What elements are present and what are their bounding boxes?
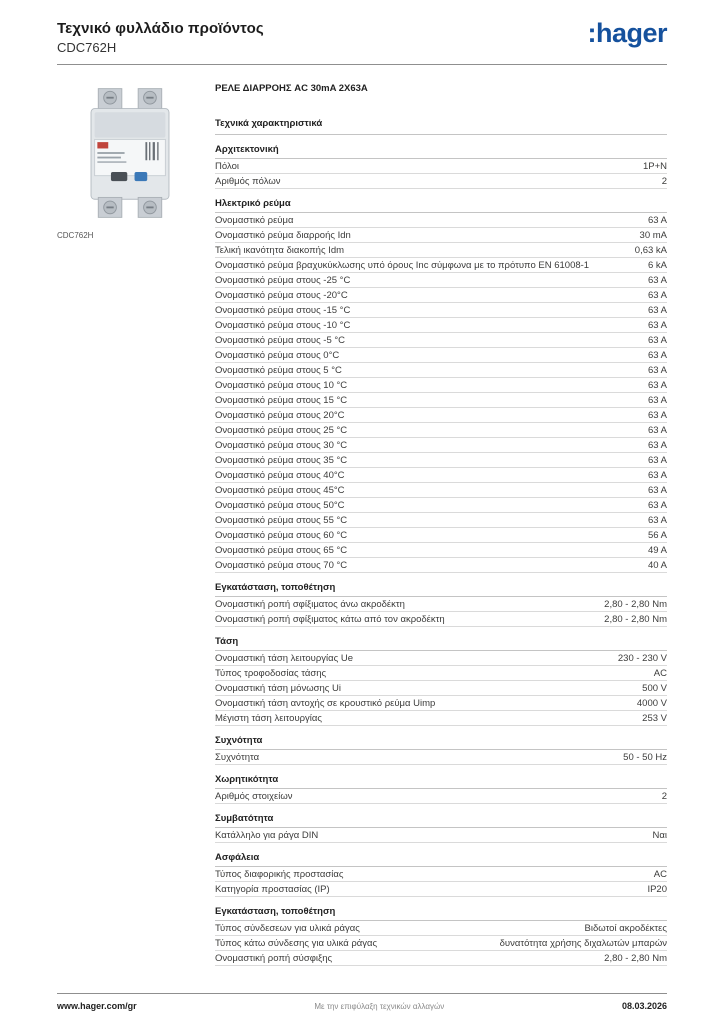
spec-label: Τελική ικανότητα διακοπής Idm bbox=[215, 245, 345, 256]
spec-row bbox=[215, 498, 667, 513]
page-header bbox=[57, 20, 667, 65]
spec-value: 63 A bbox=[647, 515, 667, 526]
spec-column bbox=[215, 83, 667, 966]
spec-label: Τύπος κάτω σύνδεσης για υλικά ράγας bbox=[215, 938, 378, 949]
spec-value: 63 A bbox=[647, 350, 667, 361]
spec-label: Ονομαστικό ρεύμα βραχυκύκλωσης υπό όρους Inc σύμφωνα με το πρότυπο EN 61008-1 bbox=[215, 260, 590, 271]
product-reference: CDC762H bbox=[57, 40, 117, 55]
product-image bbox=[57, 83, 202, 223]
spec-label: Κατάλληλο για ράγα DIN bbox=[215, 830, 319, 841]
section-title: Εγκατάσταση, τοποθέτηση bbox=[215, 582, 667, 597]
website-link[interactable]: www.hager.com/gr bbox=[57, 1001, 137, 1011]
spec-row bbox=[215, 513, 667, 528]
spec-label: Ονομαστικό ρεύμα στους 70 °C bbox=[215, 560, 348, 571]
spec-label: Ονομαστικό ρεύμα στους -25 °C bbox=[215, 275, 351, 286]
section-title: Χωρητικότητα bbox=[215, 774, 667, 789]
spec-row bbox=[215, 558, 667, 573]
spec-value: Βιδωτοί ακροδέκτες bbox=[584, 923, 667, 934]
spec-value: 40 A bbox=[647, 560, 667, 571]
spec-row bbox=[215, 483, 667, 498]
spec-row bbox=[215, 363, 667, 378]
spec-value: 63 A bbox=[647, 335, 667, 346]
spec-label: Τύπος σύνδεσεων για υλικά ράγας bbox=[215, 923, 360, 934]
spec-value: 63 A bbox=[647, 410, 667, 421]
spec-label: Ονομαστικό ρεύμα στους 10 °C bbox=[215, 380, 348, 391]
spec-label: Αριθμός στοιχείων bbox=[215, 791, 293, 802]
spec-label: Ονομαστικό ρεύμα στους 40°C bbox=[215, 470, 345, 481]
spec-sections bbox=[215, 144, 667, 966]
spec-value: 63 A bbox=[647, 500, 667, 511]
hager-logo-text: hager bbox=[595, 18, 667, 48]
spec-section bbox=[215, 813, 667, 843]
spec-value: 49 A bbox=[647, 545, 667, 556]
spec-value: 2,80 - 2,80 Nm bbox=[604, 953, 667, 964]
spec-value: 63 A bbox=[647, 380, 667, 391]
spec-row bbox=[215, 882, 667, 897]
spec-label: Τύπος διαφορικής προστασίας bbox=[215, 869, 344, 880]
tech-characteristics-heading: Τεχνικά χαρακτηριστικά bbox=[215, 118, 667, 135]
spec-row bbox=[215, 318, 667, 333]
spec-value: 50 - 50 Hz bbox=[623, 752, 667, 763]
section-title: Ασφάλεια bbox=[215, 852, 667, 867]
spec-row bbox=[215, 348, 667, 363]
section-rows bbox=[215, 651, 667, 726]
spec-row bbox=[215, 468, 667, 483]
section-rows bbox=[215, 828, 667, 843]
spec-row bbox=[215, 951, 667, 966]
spec-row bbox=[215, 288, 667, 303]
spec-label: Ονομαστικό ρεύμα διαρροής Idn bbox=[215, 230, 351, 241]
disclaimer-text: Με την επιφύλαξη τεχνικών αλλαγών bbox=[314, 1002, 445, 1011]
spec-label: Ονομαστικό ρεύμα στους -5 °C bbox=[215, 335, 346, 346]
spec-label: Πόλοι bbox=[215, 161, 239, 172]
spec-row bbox=[215, 543, 667, 558]
spec-value: δυνατότητα χρήσης διχαλωτών μπαρών bbox=[499, 938, 667, 949]
spec-label: Ονομαστικό ρεύμα bbox=[215, 215, 294, 226]
spec-value: 63 A bbox=[647, 320, 667, 331]
spec-section bbox=[215, 906, 667, 966]
spec-row bbox=[215, 243, 667, 258]
product-image-caption: CDC762H bbox=[57, 231, 94, 240]
spec-row bbox=[215, 159, 667, 174]
spec-value: 500 V bbox=[642, 683, 667, 694]
spec-label: Ονομαστικό ρεύμα στους 15 °C bbox=[215, 395, 348, 406]
spec-value: AC bbox=[653, 668, 667, 679]
section-rows bbox=[215, 597, 667, 627]
spec-label: Ονομαστικό ρεύμα στους 55 °C bbox=[215, 515, 348, 526]
spec-row bbox=[215, 936, 667, 951]
spec-value: 2 bbox=[661, 791, 667, 802]
spec-label: Ονομαστικό ρεύμα στους 65 °C bbox=[215, 545, 348, 556]
spec-label: Ονομαστική ροπή σφίξιματος άνω ακροδέκτη bbox=[215, 599, 405, 610]
spec-label: Μέγιστη τάση λειτουργίας bbox=[215, 713, 322, 724]
spec-row bbox=[215, 333, 667, 348]
spec-value: IP20 bbox=[647, 884, 667, 895]
main-content bbox=[57, 83, 667, 966]
spec-label: Αριθμός πόλων bbox=[215, 176, 281, 187]
spec-value: 253 V bbox=[642, 713, 667, 724]
section-rows bbox=[215, 867, 667, 897]
spec-row bbox=[215, 612, 667, 627]
spec-row bbox=[215, 597, 667, 612]
spec-value: 63 A bbox=[647, 215, 667, 226]
spec-row bbox=[215, 750, 667, 765]
section-rows bbox=[215, 159, 667, 189]
spec-value: 4000 V bbox=[636, 698, 667, 709]
spec-label: Ονομαστικό ρεύμα στους 60 °C bbox=[215, 530, 348, 541]
page-footer bbox=[57, 993, 667, 1011]
section-rows bbox=[215, 921, 667, 966]
spec-value: 230 - 230 V bbox=[617, 653, 667, 664]
spec-row bbox=[215, 393, 667, 408]
spec-row bbox=[215, 213, 667, 228]
spec-row bbox=[215, 303, 667, 318]
spec-label: Ονομαστικό ρεύμα στους -10 °C bbox=[215, 320, 351, 331]
spec-row bbox=[215, 408, 667, 423]
spec-section bbox=[215, 774, 667, 804]
spec-label: Ονομαστική τάση αντοχής σε κρουστικό ρεύμα Uimp bbox=[215, 698, 436, 709]
spec-row bbox=[215, 666, 667, 681]
spec-row bbox=[215, 828, 667, 843]
spec-row bbox=[215, 696, 667, 711]
spec-value: 1P+N bbox=[642, 161, 667, 172]
spec-label: Ονομαστικό ρεύμα στους 25 °C bbox=[215, 425, 348, 436]
spec-row bbox=[215, 651, 667, 666]
spec-row bbox=[215, 453, 667, 468]
spec-row bbox=[215, 258, 667, 273]
spec-value: 63 A bbox=[647, 365, 667, 376]
header-titles bbox=[57, 20, 264, 55]
spec-value: 63 A bbox=[647, 455, 667, 466]
spec-label: Ονομαστικό ρεύμα στους 0°C bbox=[215, 350, 340, 361]
section-title: Ηλεκτρικό ρεύμα bbox=[215, 198, 667, 213]
hager-logo-colon: : bbox=[587, 18, 596, 48]
spec-row bbox=[215, 867, 667, 882]
spec-label: Ονομαστικό ρεύμα στους 30 °C bbox=[215, 440, 348, 451]
spec-label: Τύπος τροφοδοσίας τάσης bbox=[215, 668, 327, 679]
spec-section bbox=[215, 198, 667, 573]
spec-section bbox=[215, 852, 667, 897]
spec-row bbox=[215, 789, 667, 804]
spec-label: Ονομαστική τάση λειτουργίας Ue bbox=[215, 653, 353, 664]
spec-label: Ονομαστικό ρεύμα στους -20°C bbox=[215, 290, 348, 301]
product-image-column bbox=[57, 83, 207, 966]
spec-value: 63 A bbox=[647, 470, 667, 481]
spec-row bbox=[215, 528, 667, 543]
spec-row bbox=[215, 378, 667, 393]
section-title: Τάση bbox=[215, 636, 667, 651]
spec-label: Ονομαστική ροπή σφίξιματος κάτω από τον ακροδέκτη bbox=[215, 614, 445, 625]
hager-logo bbox=[587, 20, 667, 47]
spec-row bbox=[215, 423, 667, 438]
spec-label: Ονομαστικό ρεύμα στους 5 °C bbox=[215, 365, 342, 376]
document-title: Τεχνικό φυλλάδιο προϊόντος bbox=[57, 20, 264, 37]
spec-value: 63 A bbox=[647, 440, 667, 451]
spec-label: Ονομαστικό ρεύμα στους 20°C bbox=[215, 410, 345, 421]
spec-value: 2 bbox=[661, 176, 667, 187]
spec-row bbox=[215, 228, 667, 243]
product-title: ΡΕΛΕ ΔΙΑΡΡΟΗΣ AC 30mA 2X63A bbox=[215, 83, 368, 94]
spec-section bbox=[215, 735, 667, 765]
rcd-device-illustration bbox=[71, 85, 189, 221]
spec-row bbox=[215, 438, 667, 453]
section-title: Συμβατότητα bbox=[215, 813, 667, 828]
spec-row bbox=[215, 174, 667, 189]
spec-value: 6 kA bbox=[647, 260, 667, 271]
spec-label: Ονομαστικό ρεύμα στους 35 °C bbox=[215, 455, 348, 466]
spec-section bbox=[215, 636, 667, 726]
section-title: Αρχιτεκτονική bbox=[215, 144, 667, 159]
spec-value: 2,80 - 2,80 Nm bbox=[604, 614, 667, 625]
spec-label: Ονομαστικό ρεύμα στους 45°C bbox=[215, 485, 345, 496]
spec-value: 63 A bbox=[647, 305, 667, 316]
spec-value: 63 A bbox=[647, 425, 667, 436]
section-rows bbox=[215, 750, 667, 765]
spec-value: 63 A bbox=[647, 290, 667, 301]
spec-value: Ναι bbox=[652, 830, 667, 841]
spec-section bbox=[215, 144, 667, 189]
spec-value: 56 A bbox=[647, 530, 667, 541]
spec-value: 30 mA bbox=[639, 230, 667, 241]
spec-row bbox=[215, 711, 667, 726]
section-rows bbox=[215, 213, 667, 573]
spec-label: Ονομαστικό ρεύμα στους 50°C bbox=[215, 500, 345, 511]
spec-section bbox=[215, 582, 667, 627]
spec-label: Ονομαστικό ρεύμα στους -15 °C bbox=[215, 305, 351, 316]
spec-value: 0,63 kA bbox=[634, 245, 667, 256]
spec-value: 2,80 - 2,80 Nm bbox=[604, 599, 667, 610]
spec-row bbox=[215, 681, 667, 696]
spec-label: Ονομαστική τάση μόνωσης Ui bbox=[215, 683, 341, 694]
spec-value: 63 A bbox=[647, 275, 667, 286]
section-title: Συχνότητα bbox=[215, 735, 667, 750]
spec-value: AC bbox=[653, 869, 667, 880]
spec-row bbox=[215, 273, 667, 288]
spec-label: Συχνότητα bbox=[215, 752, 260, 763]
date-text: 08.03.2026 bbox=[621, 1001, 667, 1011]
spec-row bbox=[215, 921, 667, 936]
spec-value: 63 A bbox=[647, 395, 667, 406]
spec-label: Ονομαστική ροπή σύσφιξης bbox=[215, 953, 333, 964]
section-rows bbox=[215, 789, 667, 804]
section-title: Εγκατάσταση, τοποθέτηση bbox=[215, 906, 667, 921]
spec-value: 63 A bbox=[647, 485, 667, 496]
spec-label: Κατηγορία προστασίας (IP) bbox=[215, 884, 330, 895]
